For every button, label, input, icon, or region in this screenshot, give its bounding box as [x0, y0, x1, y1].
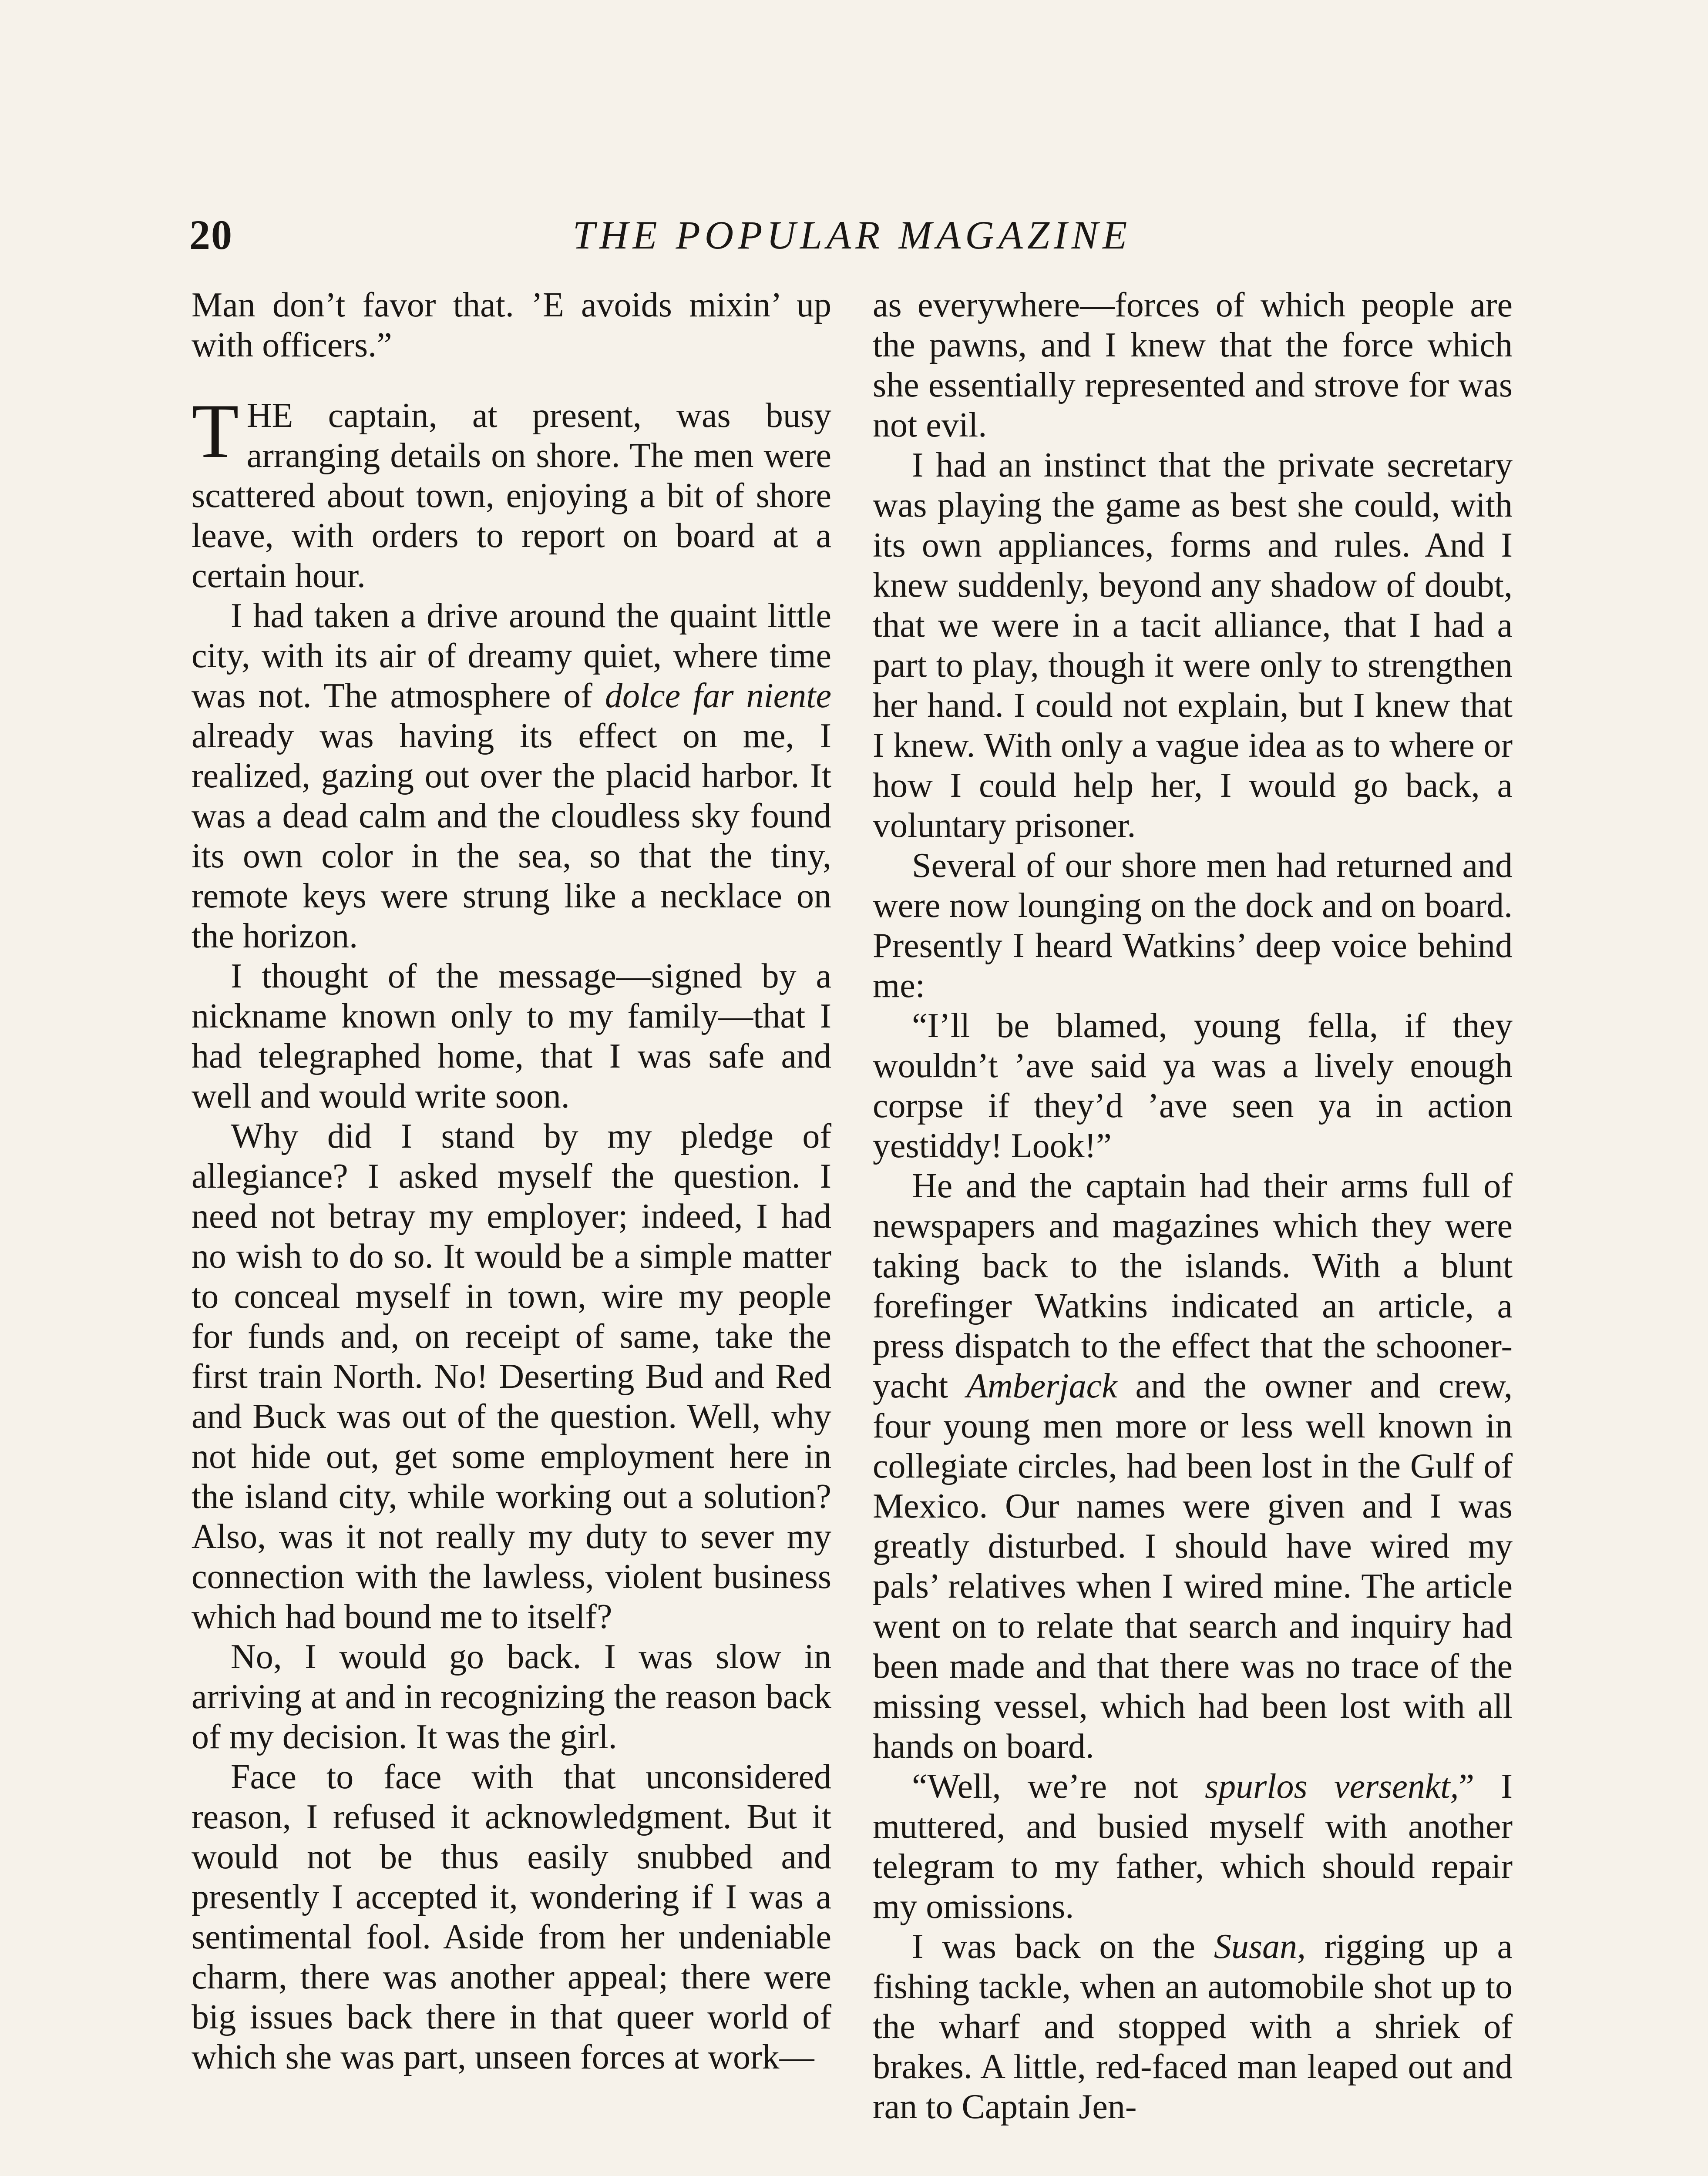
paragraph-text: HE captain, at present, was busy arranging details on shore. The men were scattered about town, enjoying a bit of shore leave, with orders to report on board at a certain hour.: [192, 396, 831, 595]
paragraph: No, I would go back. I was slow in arriving at and in recognizing the reason back of my decision. It was the girl.: [192, 1638, 831, 1756]
italic-phrase: Susan,: [1214, 1928, 1306, 1966]
italic-phrase: dolce far niente: [605, 677, 831, 715]
paragraph: Man don’t favor that. ’E avoids mixin’ up with officers.”: [192, 286, 831, 364]
paragraph: [873, 1166, 1513, 1766]
italic-phrase: spurlos versenkt,: [1204, 1767, 1459, 1806]
paragraph: [873, 1766, 1513, 1927]
paragraph: [192, 596, 831, 956]
paragraph: as everywhere—forces of which people are the pawns, and I knew that the force which she essentially represented and strove for was not evil.: [873, 286, 1513, 444]
paragraph-text: rigging up a fishing tackle, when an automobile shot up to the wharf and stopped with a shriek of brakes. A little, red-faced man leaped out and ran to Captain Jen-: [873, 1928, 1513, 2126]
paragraph: Several of our shore men had returned and were now lounging on the dock and on board. Presently I heard Watkins’ deep voice behind me:: [873, 846, 1513, 1005]
running-title: THE POPULAR MAGAZINE: [572, 213, 1132, 257]
paragraph-text: He and the captain had their arms full of newspapers and magazines which they were taking back to the islands. With a blunt forefinger Watkins indicated an article, a press dispatch to the effect that the schooner-yacht: [873, 1167, 1513, 1405]
paragraph-text: I had taken a drive around the quaint little city, with its air of dreamy quiet, where time was not. The atmosphere of: [192, 597, 831, 715]
page-number: 20: [189, 212, 233, 258]
paragraph-text: I was back on the: [912, 1928, 1214, 1966]
drop-cap: T: [192, 388, 239, 474]
paragraph-text: “Well, we’re not: [912, 1767, 1205, 1806]
paragraph: Face to face with that unconsidered reason, I refused it acknowledgment. But it would not be thus easily snubbed and presently I accepted it, wondering if I was a sentimental fool. Aside from her undeniable charm, there was another appeal; there were big issues back there in that queer world of which she was part, unseen forces at work—: [192, 1758, 831, 2076]
paragraph: I had an instinct that the private secretary was playing the game as best she could, with its own appliances, forms and rules. And I knew suddenly, beyond any shadow of doubt, that we were in a tacit alliance, that I had a part to play, though it were only to strengthen her hand. I could not explain, but I knew that I knew. With only a vague idea as to where or how I could help her, I would go back, a voluntary prisoner.: [873, 446, 1513, 845]
paragraph: Why did I stand by my pledge of allegiance? I asked myself the question. I need not betray my employer; indeed, I had no wish to do so. It would be a simple matter to conceal myself in town, wire my people for funds and, on receipt of same, take the first train North. No! Deserting Bud and Red and Buck was out of the question. Well, why not hide out, get some employment here in the island city, while working out a solution? Also, was it not really my duty to sever my connection with the lawless, violent business which had bound me to itself?: [192, 1117, 831, 1636]
italic-phrase: Amberjack: [966, 1367, 1117, 1405]
page-header: [189, 205, 1515, 265]
section-start-paragraph: [192, 388, 831, 596]
right-column: [873, 285, 1513, 2127]
paragraph: [873, 1927, 1513, 2127]
paragraph: I thought of the message—signed by a nickname known only to my family—that I had telegraphed home, that I was safe and well and would write soon.: [192, 957, 831, 1115]
paragraph-text: ” I muttered, and busied myself with another telegram to my father, which should repair my omissions.: [873, 1767, 1513, 1926]
paragraph-text: already was having its effect on me, I realized, gazing out over the placid harbor. It was a dead calm and the cloudless sky found its own color in the sea, so that the tiny, remote keys were strung like a necklace on the horizon.: [192, 717, 831, 955]
left-column: [192, 285, 831, 2077]
paragraph-text: and the owner and crew, four young men more or less well known in collegiate circles, had been lost in the Gulf of Mexico. Our names were given and I was greatly disturbed. I should have wired my pals’ relatives when I wired mine. The article went on to relate that search and inquiry had been made and that there was no trace of the missing vessel, which had been lost with all hands on board.: [873, 1367, 1513, 1766]
paragraph: “I’ll be blamed, young fella, if they wouldn’t ’ave said ya was a lively enough corpse if they’d ’ave seen ya in action yestiddy! Look!”: [873, 1007, 1513, 1165]
